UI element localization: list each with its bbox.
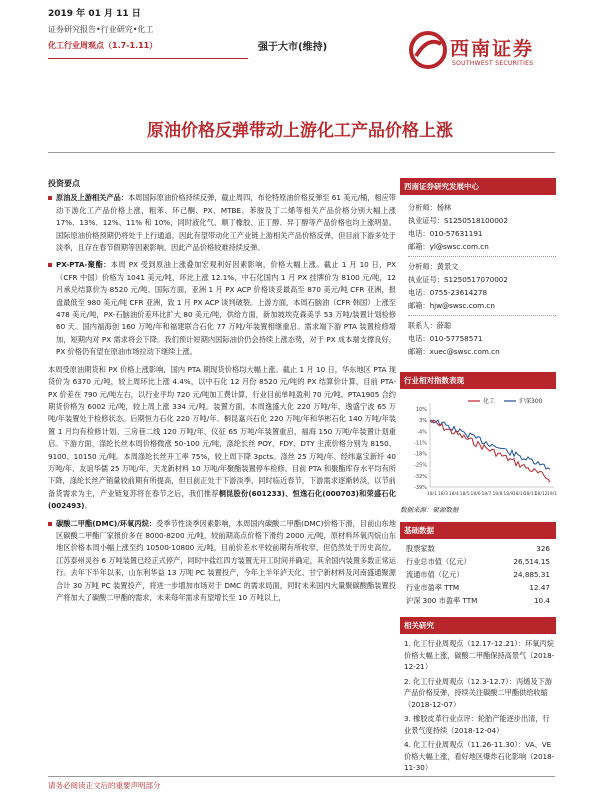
team-header: 西南证券研究发展中心 (400, 178, 556, 195)
y-tick-label: -39% (414, 485, 427, 491)
x-tick-label: 18/5 (459, 492, 470, 497)
x-tick-label: 18/9 (503, 492, 514, 497)
footer-divider (48, 776, 555, 777)
paragraph-px (48, 259, 396, 358)
index-chart-svg (400, 395, 556, 505)
paragraph-dmc (48, 518, 396, 605)
table-row (400, 581, 556, 594)
x-tick-label: 18/4 (448, 492, 459, 497)
basic-value: 12.47 (529, 583, 550, 592)
analyst-divider (408, 256, 556, 257)
analyst-role: 分析师： (408, 262, 437, 271)
analyst-phone: 电话：010-57631191 (408, 229, 483, 238)
report-type: 证券研究报告•行业研究•化工 (48, 25, 154, 34)
y-tick-label: -11% (414, 440, 427, 447)
basic-table (400, 542, 556, 607)
text-pta-end: 。 (84, 501, 92, 511)
section-heading: 投资要点 (48, 179, 80, 188)
list-item[interactable]: 4. 化工行业周观点（11.26-11.30）：VA、VE 价格大幅上涨，看好地区爆炸石化影响（2018-11-30） (404, 740, 555, 772)
x-tick-label: 18/6 (470, 492, 481, 497)
legend-a-label: 化工 (483, 398, 496, 405)
x-tick-label: 18/8 (492, 492, 503, 497)
table-row (400, 542, 556, 555)
analyst-divider (408, 315, 556, 316)
table-row (400, 594, 556, 607)
analyst-1 (408, 201, 556, 253)
x-tick-label: 18/10 (512, 492, 526, 497)
list-item[interactable]: 1. 化工行业周观点（12.17-12.21）：环氧丙烷价格大幅上涨，碳酸二甲酯保持高景气（2018-12-21） (404, 639, 555, 671)
basic-key: 流通市值（亿元） (406, 570, 464, 579)
list-item[interactable]: 2. 化工行业周观点（12.3-12.7）：丙烯及下游产品价格反弹，持续关注碳酸二甲酯供给收缩（2018-12-07） (404, 676, 552, 709)
analyst-block (408, 201, 556, 358)
paragraph-crude (48, 192, 396, 254)
contact-3 (408, 319, 556, 358)
header-divider (48, 58, 248, 59)
x-tick-label: 19/1 (546, 492, 558, 497)
stock-picks: 桐昆股份(601233)、恒逸石化(000703)和荣盛石化(002493) (48, 488, 396, 511)
logo-english: SOUTHWEST SECURITIES (452, 60, 534, 67)
basic-value: 24,885.31 (513, 570, 550, 579)
analyst-cert: 执业证号：S1250517070002 (408, 275, 508, 284)
text-pta: 本周受原油期货和 PX 价格上涨影响，国内 PTA 期现货价格均大幅上涨。截止 1 月 10 日，华东地区 PTA 现货价为 6370 元/吨，较上周环比上涨 4.4%，以中石化 12 月份 8520 元/吨的 PX 结算价计算，目前 PTA-PX 价差在 790 元/吨左右，以行业平均 720 元/吨加工费计算，行业目前单吨盈利 70 元/吨。PTA1905 合约期货价格为 6002 元/吨，较上周上涨 334 元/吨。装置方面，本周逸盛大化 220 万吨/年、逸盛宁波 65 万吨/年装置处于检修状态。后期恒力石化 220 万吨/年、桐昆嘉兴石化 220 万吨/年和华彬石化 140 万吨/年装置 1 月均有检修计划。三房巷二线 120 万吨/年、仪征 65 万吨/年装置重启，福海 150 万吨/年装置计划重启。下游方面，涤纶长丝本周价格微涨 50-100 元/吨，涤纶长丝 POY、FDY、DTY 主流价格分别为 8150、9100、10150 元/吨。本周涤纶长丝开工率 75%，较上周下降 3pcts。涤丝 25 万吨/年、经纬嘉宝新纤 40 万吨/年、友谊华儒 25 万吨/年、天龙新材料 10 万吨/年聚酯装置停车检修。目前 PTA 和聚酯库存水平均有所下降，涤纶长丝产销量较前期有所提高，但目前正处于下游淡季，同时临近春节，下游需求逐渐转淡，以节前备货需求为主，产业链复苏将在春节之后，我们推荐 (48, 364, 396, 498)
basic-header: 基础数据 (400, 522, 556, 539)
analyst-phone: 电话：0755-23614278 (408, 288, 488, 297)
sidebar (400, 178, 556, 777)
x-tick-label: 18/7 (481, 492, 492, 497)
basic-value: 326 (536, 544, 550, 553)
y-tick-label: -25% (414, 462, 427, 469)
x-tick-label: 18/11 (523, 492, 537, 497)
main-column (48, 178, 396, 609)
y-tick-label: -4% (417, 429, 427, 436)
paragraph-pta (48, 364, 396, 513)
analyst-role: 联系人： (408, 321, 437, 330)
hs300-line (430, 420, 550, 469)
y-tick-label: -18% (414, 451, 427, 458)
y-tick-label: -32% (414, 473, 427, 480)
x-tick-label: 18/1 (426, 492, 438, 497)
y-tick-label: 3% (419, 418, 427, 425)
legend-b-label: 沪深300 (519, 398, 543, 405)
logo-text: 西南证券 (450, 38, 535, 60)
analyst-name: 杨林 (436, 203, 452, 212)
analyst-2 (408, 260, 556, 312)
analyst-email[interactable]: 邮箱：yl@swsc.com.cn (408, 242, 489, 251)
list-item[interactable]: 3. 橡胶皮革行业点评：轮胎产能逐步出清，行业景气度持续（2018-12-04） (404, 714, 550, 735)
report-date: 2019 年 01 月 11 日 (48, 9, 141, 19)
related-list (404, 638, 556, 774)
text-px: 本周 PX 受到原油上涨叠加宏观利好因素影响，价格大幅上涨。截止 1 月 10 日，PX（CFR 中国）价格为 1041 美元/吨，环比上涨 12.1%，中石化国内 1 月 PX 挂牌价为 8100 元/吨，12 月承兑结算价为 8520 元/吨。国际方面，亚洲 1 月 PX ACP 价格谈妥最高至 870 美元/吨 CFR 亚洲，报盘最低至 980 美元/吨 CFR 亚洲，致 1 月 PX ACP 谈判破裂。上游方面，本周石脑油（CFR 韩国）上涨至 478 美元/吨，PX-石脑油价差环比扩大 80 美元/吨，供给方面，新加坡埃克森美孚 53 万吨/装置计划检修 60 天。国内福海创 160 万吨/年和福建联合石化 77 万吨/年装置相继重启。需求端下游 PTA 装置检修增加，短期内对 PX 需求将会下降。我们预计短期内国际油价仍会持续上涨态势，对于 PX 成本端支撑良好，PX 价格仍有望在原油市场拉动下继续上涨。 (56, 260, 396, 357)
x-tick-label: 18/12 (534, 492, 548, 497)
analyst-role: 分析师： (408, 203, 437, 212)
chart-source: 数据来源：聚源数据 (400, 506, 459, 514)
x-tick-label: 18/3 (437, 492, 448, 497)
related-header: 相关研究 (400, 617, 556, 634)
page-title: 原油价格反弹带动上游化工产品价格上涨 (147, 121, 453, 141)
text-crude: 本周国际原油价格持续反弹，截止周四，布伦特原油价格反弹至 61 美元/桶，相应带动下游化工产品价格上涨，粗苯、环己酮、PX、MTBE、苯胺及丁二烯等相关产品价格分别大幅上涨 17%、13%、12%、11% 和 10%，同时液化气、顺丁橡胶、正丁醇、异丁醇等产品价格也均上涨明显。国际原油价格预期仍将处于上行通道，因此有望带动化工产业链上游相关产品价格反弹，但目前下游多处于淡季，且存在春节假期等因素影响，因此产品价格较难持续反弹。 (56, 193, 396, 253)
footer-disclaimer: 请务必阅读正文后的重要声明部分 (48, 781, 161, 790)
basic-key: 行业总市值（亿元） (406, 557, 471, 566)
weekly-label: 化工行业周观点（1.7-1.11） (48, 41, 158, 50)
logo-mark-icon (408, 30, 448, 70)
analyst-email[interactable]: 邮箱：xuec@swsc.com.cn (408, 347, 500, 356)
index-chart (400, 395, 556, 514)
lead-px: PX-PTA-聚酯： (56, 260, 111, 270)
basic-key: 股票家数 (406, 544, 435, 553)
table-row (400, 568, 556, 581)
text-dmc: 受季节性淡季因素影响，本周国内碳酸二甲酯(DMC)价格下滑，目前山东地区碳酸二甲酯厂家报价多在 8000-8200 元/吨，较前期高点价格下滑约 2000 元/吨，原材料环氧丙烷山东地区价格本周小幅上涨至约 10500-10800 元/吨，目前价差水平较前期有所收窄，但仍然处于历史高位。江苏泰州灵谷 6 万吨装置已经正式停产，同时中盐红四方装置无开工时间并确定，其余国内装置多数正常运行。去年下半年以来，山东利华益 13 万吨 PC 装置投产，今年上半年泸天化、甘宁新材料及河南盛通聚源合计 30 万吨 PC 装置投产，将进一步增加市场对于 DMC 的需求局面，同时未来国内大量聚碳酸酯装置投产将加大了碳酸二甲酯的需求，未来每年需求有望增长至 10 万吨以上， (56, 518, 396, 602)
y-tick-label: 10% (415, 407, 427, 413)
analyst-name: 黄景文 (436, 262, 459, 271)
title-divider (48, 152, 555, 153)
chem-line (430, 420, 550, 482)
basic-key: 行业市盈率 TTM (406, 583, 460, 592)
rating: 强于大市(维持) (258, 42, 328, 53)
table-row (400, 555, 556, 568)
analyst-phone: 电话：010-57758571 (408, 334, 483, 343)
analyst-cert: 执业证号：S1250518100002 (408, 216, 508, 225)
analyst-name: 薛聪 (436, 321, 452, 330)
lead-crude: 原油及上游相关产品： (56, 193, 128, 203)
lead-dmc: 碳酸二甲酯(DMC)/环氧丙烷： (56, 518, 157, 528)
basic-value: 10.4 (533, 596, 550, 605)
analyst-email[interactable]: 邮箱：hjw@swsc.com.cn (408, 301, 495, 310)
basic-value: 26,514.15 (513, 557, 550, 566)
basic-key: 沪深 300 市盈率 TTM (406, 596, 478, 605)
index-header: 行业相对指数表现 (400, 372, 556, 389)
